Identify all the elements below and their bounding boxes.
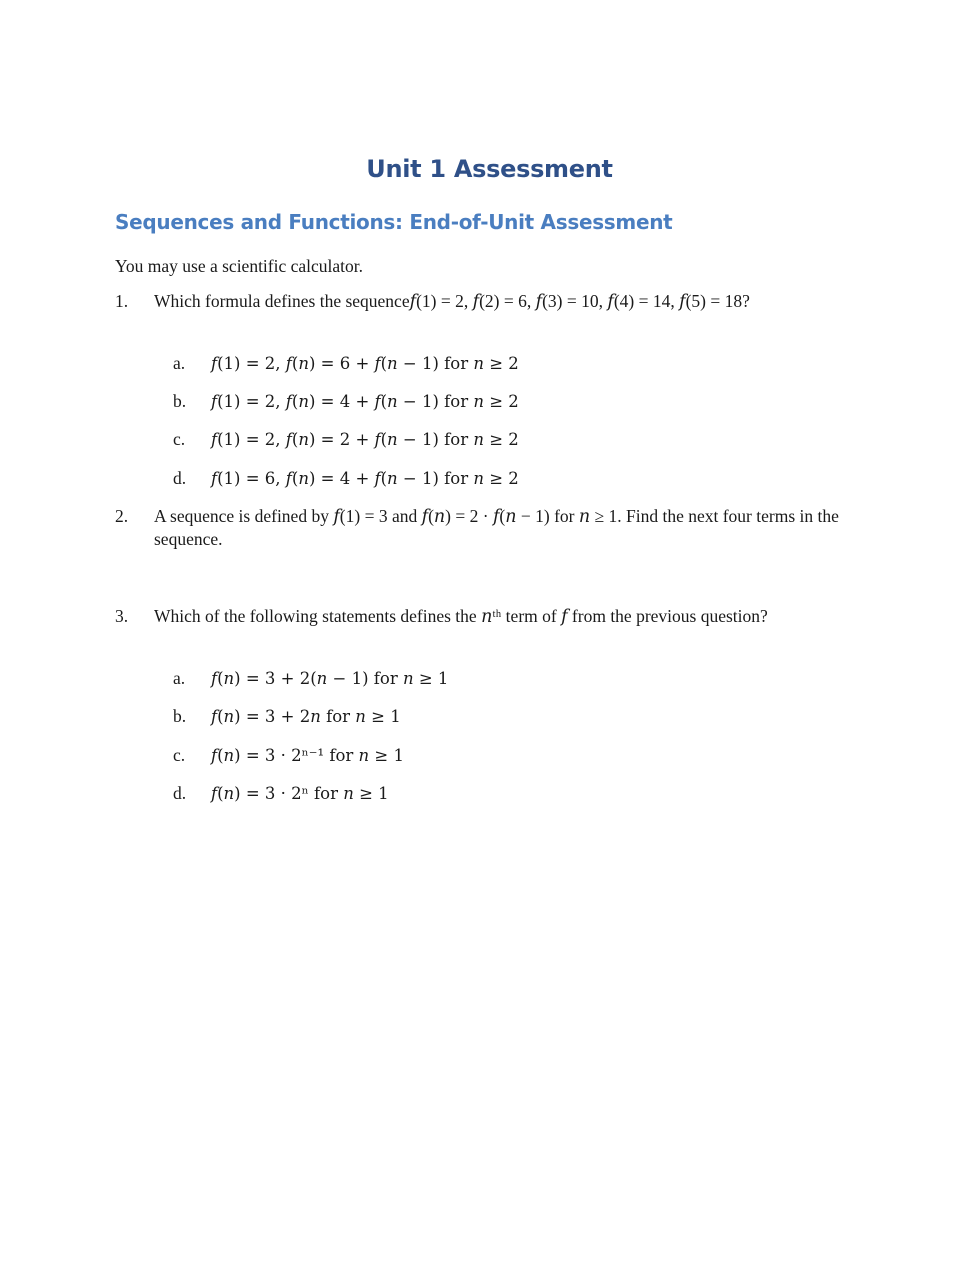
section-heading: Sequences and Functions: End-of-Unit Assessment <box>115 210 673 234</box>
option-text: 𝑓(1) = 2, 𝑓(𝑛) = 4 + 𝑓(𝑛 − 1) for 𝑛 ≥ 2 <box>211 392 519 411</box>
question-1-option-c <box>173 428 519 451</box>
question-number: 2. <box>115 506 129 526</box>
question-1 <box>115 290 860 313</box>
option-text: 𝑓(𝑛) = 3 + 2𝑛 for 𝑛 ≥ 1 <box>211 707 401 726</box>
option-letter: a. <box>173 668 186 688</box>
option-text: 𝑓(1) = 6, 𝑓(𝑛) = 4 + 𝑓(𝑛 − 1) for 𝑛 ≥ 2 <box>211 469 519 488</box>
question-text: A sequence is defined by 𝑓(1) = 3 and 𝑓(𝑛) = 2 · 𝑓(𝑛 − 1) for 𝑛 ≥ 1. Find the next four terms in the sequence. <box>154 506 839 549</box>
option-letter: d. <box>173 468 187 488</box>
option-letter: b. <box>173 706 187 726</box>
option-letter: a. <box>173 353 186 373</box>
question-3-option-d <box>173 782 389 805</box>
question-3-option-a <box>173 667 448 690</box>
question-3 <box>115 605 860 628</box>
option-letter: c. <box>173 745 186 765</box>
option-letter: c. <box>173 429 186 449</box>
question-1-option-d <box>173 467 519 490</box>
question-text: Which formula defines the sequence𝑓(1) = 2, 𝑓(2) = 6, 𝑓(3) = 10, 𝑓(4) = 14, 𝑓(5) = 18? <box>154 291 750 311</box>
question-2 <box>115 505 860 551</box>
option-text: 𝑓(1) = 2, 𝑓(𝑛) = 6 + 𝑓(𝑛 − 1) for 𝑛 ≥ 2 <box>211 354 519 373</box>
option-text: 𝑓(1) = 2, 𝑓(𝑛) = 2 + 𝑓(𝑛 − 1) for 𝑛 ≥ 2 <box>211 430 519 449</box>
question-number: 1. <box>115 291 129 311</box>
instructions-text: You may use a scientific calculator. <box>115 256 364 276</box>
question-text: Which of the following statements defines the 𝑛ᵗʰ term of 𝑓 from the previous question? <box>154 606 768 626</box>
question-number: 3. <box>115 606 129 626</box>
question-1-option-b <box>173 390 519 413</box>
question-3-option-c <box>173 744 404 767</box>
option-text: 𝑓(𝑛) = 3 + 2(𝑛 − 1) for 𝑛 ≥ 1 <box>211 669 449 688</box>
option-text: 𝑓(𝑛) = 3 · 2ⁿ for 𝑛 ≥ 1 <box>211 784 389 803</box>
option-letter: d. <box>173 783 187 803</box>
question-1-option-a <box>173 352 519 375</box>
question-3-option-b <box>173 705 401 728</box>
page-title: Unit 1 Assessment <box>366 155 613 183</box>
option-letter: b. <box>173 391 187 411</box>
option-text: 𝑓(𝑛) = 3 · 2ⁿ⁻¹ for 𝑛 ≥ 1 <box>211 746 404 765</box>
